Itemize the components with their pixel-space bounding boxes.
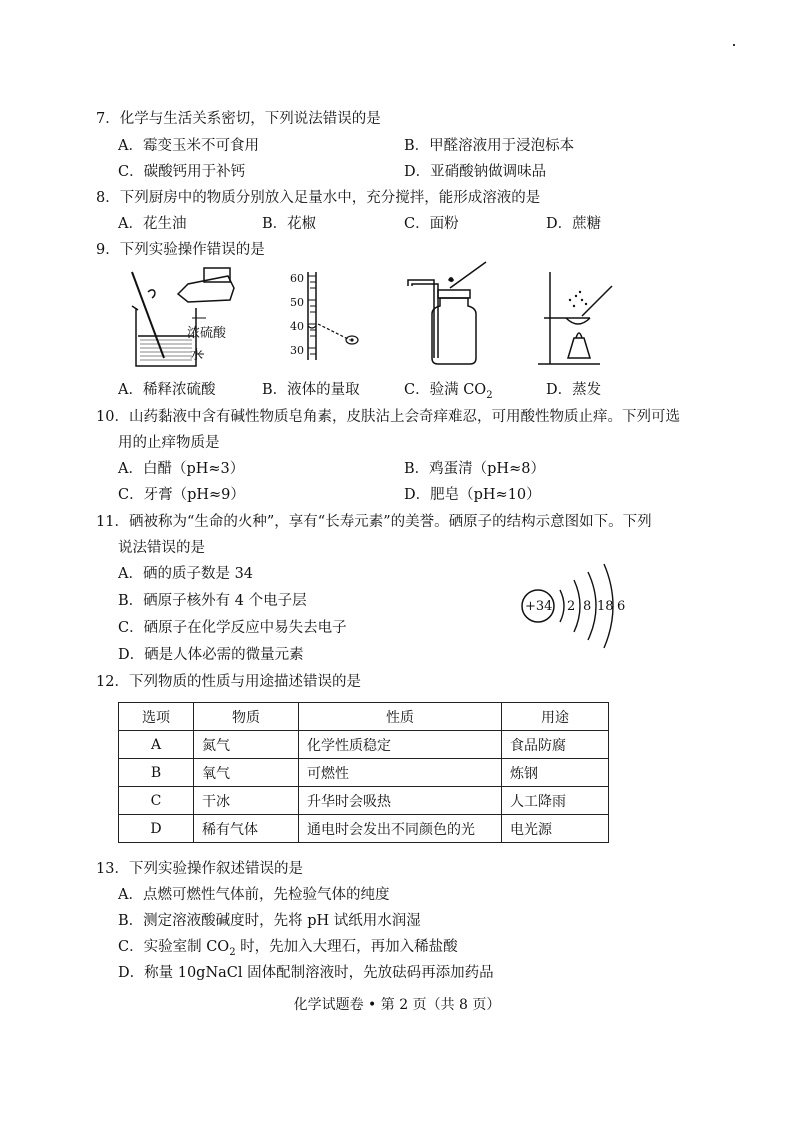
q12-stem: 12．下列物质的性质与用途描述错误的是	[96, 674, 361, 690]
table-cell: 稀有气体	[194, 815, 299, 843]
tick-50: 50	[290, 296, 304, 309]
table-cell: 可燃性	[299, 759, 502, 787]
page-footer: 化学试题卷 • 第 2 页（共 8 页）	[293, 997, 501, 1013]
shell-2-count: 8	[583, 599, 592, 614]
table-cell: 干冰	[194, 787, 299, 815]
q7-stem: 7．化学与生活关系密切，下列说法错误的是	[96, 111, 381, 127]
q11-stem-cont: 说法错误的是	[118, 540, 205, 556]
q10-option-d: D．肥皂（pH≈10）	[404, 487, 541, 503]
tick-30: 30	[290, 344, 304, 357]
q9-stem: 9．下列实验操作错误的是	[96, 242, 265, 258]
table-cell: 通电时会发出不同颜色的光	[299, 815, 502, 843]
q7-option-d: D．亚硝酸钠做调味品	[404, 164, 547, 180]
table-row	[119, 787, 609, 815]
table-row	[119, 759, 609, 787]
q7-option-a: A．霉变玉米不可食用	[118, 138, 259, 154]
table-cell: 化学性质稳定	[299, 731, 502, 759]
q10-option-a: A．白醋（pH≈3）	[118, 461, 245, 477]
properties-table	[118, 702, 609, 843]
table-cell: B	[119, 759, 194, 787]
header-option: 选项	[119, 703, 194, 731]
table-cell: 电光源	[502, 815, 609, 843]
header-use: 用途	[502, 703, 609, 731]
shell-1-count: 2	[567, 599, 576, 614]
evaporation-figure	[530, 266, 620, 372]
table-cell: 升华时会吸热	[299, 787, 502, 815]
q7-option-c: C．碳酸钙用于补钙	[118, 164, 246, 180]
q9-option-a: A．稀释浓硫酸	[118, 382, 216, 398]
nucleus-charge: +34	[525, 599, 553, 614]
q13-option-c: C．实验室制 $CO_2$ 时，先加入大理石，再加入稀盐酸	[118, 939, 458, 958]
table-cell: 食品防腐	[502, 731, 609, 759]
table-cell: 炼钢	[502, 759, 609, 787]
q11-option-d: D．硒是人体必需的微量元素	[118, 647, 304, 663]
q9-option-d: D．蒸发	[546, 382, 602, 398]
q8-option-a: A．花生油	[118, 216, 187, 232]
q10-option-b: B．鸡蛋清（pH≈8）	[404, 461, 545, 477]
q8-option-b: B．花椒	[262, 216, 317, 232]
q10-option-c: C．牙膏（pH≈9）	[118, 487, 245, 503]
q11-stem: 11．硒被称为“生命的火种”，享有“长寿元素”的美誉。硒原子的结构示意图如下。下列	[96, 514, 652, 530]
table-row	[119, 731, 609, 759]
q11-option-a: A．硒的质子数是 34	[118, 566, 254, 582]
q11-option-b: B．硒原子核外有 4 个电子层	[118, 593, 307, 609]
q8-option-d: D．蔗糖	[546, 216, 602, 232]
table-cell: A	[119, 731, 194, 759]
q13-option-b: B．测定溶液酸碱度时，先将 pH 试纸用水润湿	[118, 913, 421, 929]
q8-stem: 8．下列厨房中的物质分别放入足量水中，充分搅拌，能形成溶液的是	[96, 190, 541, 206]
table-cell: 氧气	[194, 759, 299, 787]
q10-stem: 10．山药黏液中含有碱性物质皂角素，皮肤沾上会奇痒难忍，可用酸性物质止痒。下列可选	[96, 409, 680, 425]
tick-60: 60	[290, 272, 304, 285]
q7-option-b: B．甲醛溶液用于浸泡标本	[404, 138, 575, 154]
q13-stem: 13．下列实验操作叙述错误的是	[96, 861, 303, 877]
header-property: 性质	[299, 703, 502, 731]
q13-option-d: D．称量 10gNaCl 固体配制溶液时，先放砝码再添加药品	[118, 965, 494, 981]
table-cell: C	[119, 787, 194, 815]
table-cell: 氮气	[194, 731, 299, 759]
tick-40: 40	[290, 320, 304, 333]
q9-option-c: C．验满 $CO_2$	[404, 382, 493, 401]
table-cell: D	[119, 815, 194, 843]
table-row	[119, 815, 609, 843]
shell-4-count: 6	[617, 599, 626, 614]
q11-option-c: C．硒原子在化学反应中易失去电子	[118, 620, 347, 636]
acid-label: 浓硫酸	[187, 326, 227, 341]
q13-option-a: A．点燃可燃性气体前，先检验气体的纯度	[118, 887, 390, 903]
gas-bottle-figure	[404, 258, 504, 370]
table-header-row	[119, 703, 609, 731]
speck	[733, 44, 735, 46]
dilution-figure	[118, 266, 248, 374]
q8-option-c: C．面粉	[404, 216, 459, 232]
water-label: 水	[190, 348, 204, 363]
header-substance: 物质	[194, 703, 299, 731]
table-cell: 人工降雨	[502, 787, 609, 815]
q9-option-b: B．液体的量取	[262, 382, 360, 398]
q10-stem-cont: 用的止痒物质是	[118, 435, 220, 451]
shell-3-count: 18	[597, 599, 614, 614]
